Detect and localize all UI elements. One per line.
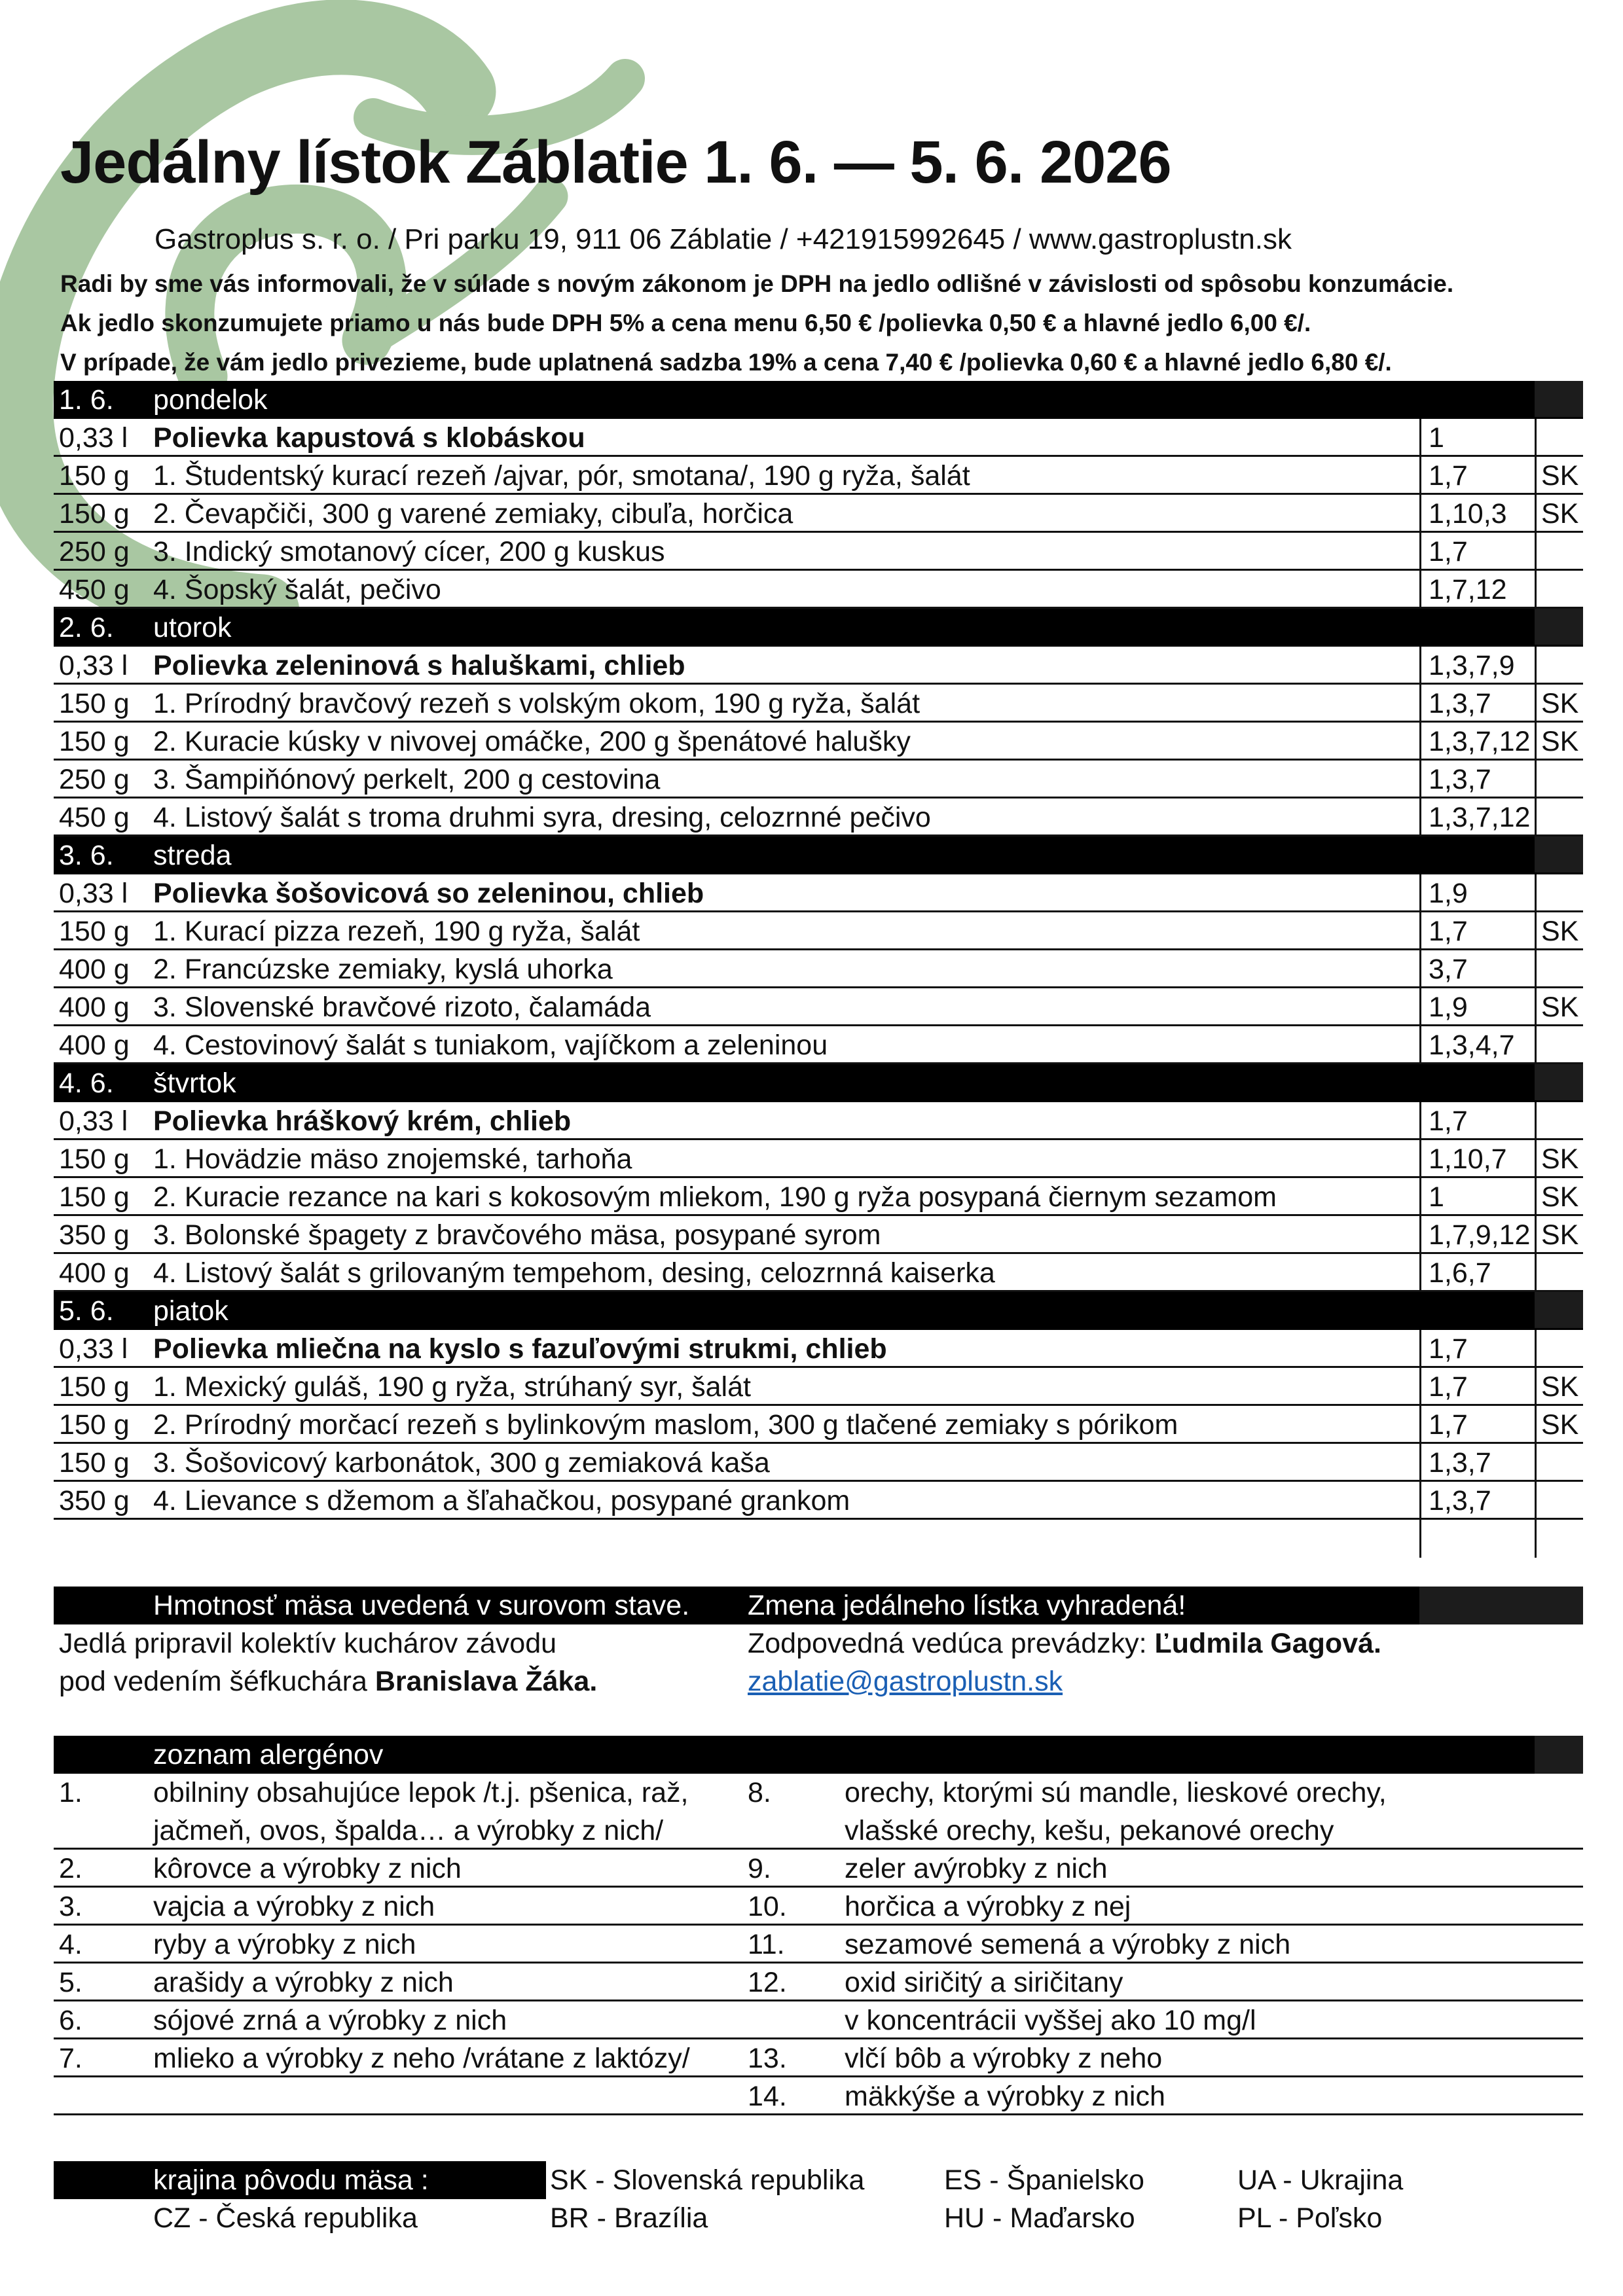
- chef-info: [59, 1665, 597, 1698]
- allergen-number: 4.: [59, 1929, 82, 1960]
- day-date: 1. 6.: [59, 384, 114, 416]
- allergen-text: zeler avýrobky z nich: [845, 1853, 1108, 1884]
- item-weight: 150 g: [59, 916, 130, 947]
- allergen-number: 10.: [748, 1891, 787, 1922]
- item-allergens: 3,7: [1429, 954, 1468, 985]
- dish-row: [54, 950, 1583, 988]
- allergen-number: 3.: [59, 1891, 82, 1922]
- day-date: 3. 6.: [59, 840, 114, 871]
- item-allergens: 1,7: [1429, 536, 1468, 567]
- dish-name: 2. Kuracie kúsky v nivovej omáčke, 200 g špenátové halušky: [153, 726, 911, 757]
- item-weight: 350 g: [59, 1485, 130, 1516]
- item-weight: 0,33 l: [59, 1333, 128, 1365]
- allergen-number: 12.: [748, 1967, 787, 1998]
- allergen-row: [54, 2001, 1583, 2039]
- info-bar: [54, 1587, 1583, 1624]
- allergen-number: 1.: [59, 1777, 82, 1808]
- dish-row: [54, 1406, 1583, 1444]
- dish-row: [54, 988, 1583, 1026]
- item-allergens: 1,7,9,12: [1429, 1219, 1531, 1251]
- allergen-text: obilniny obsahujúce lepok /t.j. pšenica, raž,: [153, 1777, 689, 1808]
- spacer-row: [54, 1520, 1583, 1558]
- day-name: streda: [153, 840, 232, 871]
- item-weight: 450 g: [59, 574, 130, 605]
- item-allergens: 1,3,7: [1429, 1485, 1491, 1516]
- item-allergens: 1,3,7,9: [1429, 650, 1515, 681]
- dish-name: 4. Listový šalát s troma druhmi syra, dresing, celozrnné pečivo: [153, 802, 931, 833]
- item-allergens: 1,9: [1429, 878, 1468, 909]
- allergen-number: 6.: [59, 2005, 82, 2036]
- meat-origin-legend: [54, 2161, 1583, 2237]
- vat-notice-line-3: V prípade, že vám jedlo privezieme, bude uplatnená sadzba 19% a cena 7,40 € /polievka 0,60 € a hlavné jedlo 6,80 €/.: [60, 349, 1392, 376]
- dish-name: 4. Listový šalát s grilovaným tempehom, desing, celozrnná kaiserka: [153, 1257, 995, 1289]
- item-origin: SK: [1541, 1143, 1579, 1175]
- item-origin: SK: [1541, 460, 1579, 492]
- item-weight: 0,33 l: [59, 1105, 128, 1137]
- soup-name: Polievka kapustová s klobáskou: [153, 422, 585, 454]
- dish-name: 4. Šopský šalát, pečivo: [153, 574, 441, 605]
- info-line-1: [54, 1624, 1583, 1662]
- item-origin: SK: [1541, 992, 1579, 1023]
- item-allergens: 1,7: [1429, 916, 1468, 947]
- soup-name: Polievka hráškový krém, chlieb: [153, 1105, 572, 1137]
- allergen-text: vajcia a výrobky z nich: [153, 1891, 435, 1922]
- soup-name: Polievka šošovicová so zeleninou, chlieb: [153, 878, 704, 909]
- allergen-number: 8.: [748, 1777, 771, 1808]
- dish-name: 3. Šošovicový karbonátok, 300 g zemiaková kaša: [153, 1447, 770, 1479]
- item-allergens: 1,7: [1429, 1371, 1468, 1403]
- dish-row: [54, 1178, 1583, 1216]
- item-weight: 250 g: [59, 536, 130, 567]
- chef-label: pod vedením šéfkuchára: [59, 1666, 375, 1697]
- allergen-text: sójové zrná a výrobky z nich: [153, 2005, 507, 2036]
- dish-row: [54, 723, 1583, 761]
- item-weight: 250 g: [59, 764, 130, 795]
- item-allergens: 1,3,7: [1429, 688, 1491, 719]
- item-weight: 150 g: [59, 498, 130, 529]
- origin-row-1: [54, 2161, 1583, 2199]
- dish-row: [54, 685, 1583, 723]
- dish-row: [54, 1026, 1583, 1064]
- allergen-text: sezamové semená a výrobky z nich: [845, 1929, 1291, 1960]
- dish-name: 3. Indický smotanový cícer, 200 g kuskus: [153, 536, 665, 567]
- dish-name: 2. Čevapčiči, 300 g varené zemiaky, cibuľa, horčica: [153, 498, 793, 529]
- dish-name: 1. Prírodný bravčový rezeň s volským okom, 190 g ryža, šalát: [153, 688, 921, 719]
- item-allergens: 1: [1429, 422, 1444, 454]
- item-weight: 150 g: [59, 688, 130, 719]
- allergen-number: 13.: [748, 2043, 787, 2074]
- day-name: piatok: [153, 1295, 228, 1327]
- allergen-row: [54, 2039, 1583, 2077]
- allergen-number: 5.: [59, 1967, 82, 1998]
- allergen-row: [54, 1926, 1583, 1964]
- day-header: [54, 1064, 1583, 1102]
- day-header: [54, 836, 1583, 874]
- item-origin: SK: [1541, 1409, 1579, 1441]
- dish-row: [54, 571, 1583, 609]
- dish-row: [54, 457, 1583, 495]
- item-allergens: 1,3,7: [1429, 1447, 1491, 1479]
- dish-row: [54, 1254, 1583, 1292]
- origin-country: SK - Slovenská republika: [550, 2164, 865, 2196]
- dish-row: [54, 1368, 1583, 1406]
- item-weight: 150 g: [59, 1143, 130, 1175]
- manager-info: [748, 1627, 1381, 1660]
- allergen-text: jačmeň, ovos, špalda… a výrobky z nich/: [153, 1815, 664, 1846]
- dish-row: [54, 1482, 1583, 1520]
- item-allergens: 1,10,3: [1429, 498, 1507, 529]
- allergen-row: [54, 1964, 1583, 2001]
- menu-table: [54, 381, 1583, 1558]
- item-weight: 150 g: [59, 1447, 130, 1479]
- allergen-row: [54, 1888, 1583, 1926]
- item-allergens: 1: [1429, 1181, 1444, 1213]
- soup-row: [54, 874, 1583, 912]
- soup-name: Polievka zeleninová s haluškami, chlieb: [153, 650, 685, 681]
- allergen-text: mäkkýše a výrobky z nich: [845, 2081, 1165, 2112]
- item-weight: 350 g: [59, 1219, 130, 1251]
- allergen-text: orechy, ktorými sú mandle, lieskové orechy,: [845, 1777, 1387, 1808]
- item-allergens: 1,3,7: [1429, 764, 1491, 795]
- page-title: Jedálny lístok Záblatie 1. 6. — 5. 6. 2026: [60, 129, 1171, 196]
- dish-name: 4. Lievance s džemom a šľahačkou, posypané grankom: [153, 1485, 850, 1516]
- origin-country: UA - Ukrajina: [1237, 2164, 1404, 2196]
- soup-row: [54, 1102, 1583, 1140]
- dish-name: 2. Prírodný morčací rezeň s bylinkovým maslom, 300 g tlačené zemiaky s pórikom: [153, 1409, 1178, 1441]
- dish-name: 3. Slovenské bravčové rizoto, čalamáda: [153, 992, 651, 1023]
- dish-name: 1. Mexický guláš, 190 g ryža, strúhaný syr, šalát: [153, 1371, 751, 1403]
- vat-notice-line-2: Ak jedlo skonzumujete priamo u nás bude DPH 5% a cena menu 6,50 € /polievka 0,50 € a hlavné jedlo 6,00 €/.: [60, 310, 1311, 336]
- item-weight: 400 g: [59, 1257, 130, 1289]
- dish-row: [54, 495, 1583, 533]
- allergen-number: 11.: [748, 1929, 785, 1960]
- company-info: Gastroplus s. r. o. / Pri parku 19, 911 06 Záblatie / +421915992645 / www.gastroplustn.sk: [155, 223, 1292, 255]
- origin-title: krajina pôvodu mäsa :: [153, 2164, 429, 2196]
- allergen-number: 9.: [748, 1853, 771, 1884]
- allergen-text: vlašské orechy, kešu, pekanové orechy: [845, 1815, 1334, 1846]
- prepared-by-text: Jedlá pripravil kolektív kuchárov závodu: [59, 1628, 557, 1659]
- dish-name: 3. Bolonské špagety z bravčového mäsa, posypané syrom: [153, 1219, 881, 1251]
- dish-name: 2. Francúzske zemiaky, kyslá uhorka: [153, 954, 613, 985]
- soup-row: [54, 419, 1583, 457]
- item-allergens: 1,6,7: [1429, 1257, 1491, 1289]
- origin-country: BR - Brazília: [550, 2202, 708, 2234]
- item-weight: 0,33 l: [59, 650, 128, 681]
- dish-name: 1. Hovädzie mäso znojemské, tarhoňa: [153, 1143, 632, 1175]
- item-allergens: 1,7,12: [1429, 574, 1507, 605]
- allergen-text: kôrovce a výrobky z nich: [153, 1853, 462, 1884]
- allergen-text: v koncentrácii vyššej ako 10 mg/l: [845, 2005, 1256, 2036]
- item-origin: SK: [1541, 726, 1579, 757]
- item-weight: 150 g: [59, 1181, 130, 1213]
- day-name: pondelok: [153, 384, 268, 416]
- day-date: 2. 6.: [59, 612, 114, 643]
- item-weight: 450 g: [59, 802, 130, 833]
- allergen-text: vlčí bôb a výrobky z neho: [845, 2043, 1163, 2074]
- day-date: 5. 6.: [59, 1295, 114, 1327]
- item-allergens: 1,7: [1429, 1333, 1468, 1365]
- item-origin: SK: [1541, 688, 1579, 719]
- day-date: 4. 6.: [59, 1067, 114, 1099]
- manager-name: Ľudmila Gagová.: [1154, 1628, 1381, 1659]
- origin-row-2: [54, 2199, 1583, 2237]
- item-weight: 400 g: [59, 954, 130, 985]
- item-allergens: 1,3,4,7: [1429, 1030, 1515, 1061]
- dish-name: 2. Kuracie rezance na kari s kokosovým mliekom, 190 g ryža posypaná čiernym sezamom: [153, 1181, 1277, 1213]
- item-weight: 150 g: [59, 1409, 130, 1441]
- origin-country: HU - Maďarsko: [944, 2202, 1135, 2234]
- item-allergens: 1,7: [1429, 1105, 1468, 1137]
- item-weight: 150 g: [59, 460, 130, 492]
- dish-name: 4. Cestovinový šalát s tuniakom, vajíčkom a zeleninou: [153, 1030, 828, 1061]
- item-weight: 150 g: [59, 1371, 130, 1403]
- item-allergens: 1,9: [1429, 992, 1468, 1023]
- allergen-number: 2.: [59, 1853, 82, 1884]
- allergen-text: mlieko a výrobky z neho /vrátane z laktózy/: [153, 2043, 690, 2074]
- item-weight: 400 g: [59, 992, 130, 1023]
- dish-row: [54, 761, 1583, 798]
- allergen-row: [54, 1774, 1583, 1812]
- allergen-list: [54, 1736, 1583, 2115]
- allergen-row: [54, 1812, 1583, 1850]
- item-origin: SK: [1541, 1181, 1579, 1213]
- allergen-text: horčica a výrobky z nej: [845, 1891, 1131, 1922]
- soup-row: [54, 1330, 1583, 1368]
- meat-weight-note: Hmotnosť mäsa uvedená v surovom stave.: [153, 1590, 690, 1621]
- dish-row: [54, 912, 1583, 950]
- item-allergens: 1,7: [1429, 1409, 1468, 1441]
- allergen-row: [54, 1850, 1583, 1888]
- dish-row: [54, 1140, 1583, 1178]
- item-weight: 0,33 l: [59, 422, 128, 454]
- allergen-text: oxid siričitý a siričitany: [845, 1967, 1123, 1998]
- item-allergens: 1,7: [1429, 460, 1468, 492]
- item-origin: SK: [1541, 1219, 1579, 1251]
- allergen-text: arašidy a výrobky z nich: [153, 1967, 454, 1998]
- allergen-number: 14.: [748, 2081, 787, 2112]
- origin-country: CZ - Česká republika: [153, 2202, 418, 2234]
- menu-change-note: Zmena jedálneho lístka vyhradená!: [748, 1590, 1186, 1621]
- allergen-text: ryby a výrobky z nich: [153, 1929, 416, 1960]
- soup-name: Polievka mliečna na kyslo s fazuľovými strukmi, chlieb: [153, 1333, 887, 1365]
- email-link[interactable]: zablatie@gastroplustn.sk: [748, 1666, 1063, 1697]
- origin-country: ES - Španielsko: [944, 2164, 1144, 2196]
- info-line-2: [54, 1662, 1583, 1700]
- dish-name: 1. Študentský kurací rezeň /ajvar, pór, smotana/, 190 g ryža, šalát: [153, 460, 970, 492]
- dish-row: [54, 798, 1583, 836]
- manager-label: Zodpovedná vedúca prevádzky:: [748, 1628, 1155, 1659]
- day-header: [54, 1292, 1583, 1330]
- dish-name: 1. Kurací pizza rezeň, 190 g ryža, šalát: [153, 916, 640, 947]
- vat-notice-line-1: Radi by sme vás informovali, že v súlade s novým zákonom je DPH na jedlo odlišné v závislosti od spôsobu konzumácie.: [60, 270, 1454, 297]
- day-name: štvrtok: [153, 1067, 236, 1099]
- allergen-number: 7.: [59, 2043, 82, 2074]
- chef-name: Branislava Žáka.: [374, 1666, 598, 1697]
- soup-row: [54, 647, 1583, 685]
- dish-row: [54, 533, 1583, 571]
- allergen-row: [54, 2077, 1583, 2115]
- allergen-title: zoznam alergénov: [153, 1739, 384, 1770]
- dish-row: [54, 1444, 1583, 1482]
- item-weight: 400 g: [59, 1030, 130, 1061]
- allergen-title-bar: [54, 1736, 1583, 1774]
- item-origin: SK: [1541, 1371, 1579, 1403]
- item-weight: 150 g: [59, 726, 130, 757]
- dish-row: [54, 1216, 1583, 1254]
- day-name: utorok: [153, 612, 232, 643]
- dish-name: 3. Šampiňónový perkelt, 200 g cestovina: [153, 764, 661, 795]
- item-weight: 0,33 l: [59, 878, 128, 909]
- item-origin: SK: [1541, 916, 1579, 947]
- item-allergens: 1,3,7,12: [1429, 726, 1531, 757]
- item-allergens: 1,10,7: [1429, 1143, 1507, 1175]
- item-origin: SK: [1541, 498, 1579, 529]
- day-header: [54, 609, 1583, 647]
- item-allergens: 1,3,7,12: [1429, 802, 1531, 833]
- day-header: [54, 381, 1583, 419]
- origin-country: PL - Poľsko: [1237, 2202, 1383, 2234]
- info-section: [54, 1587, 1583, 1700]
